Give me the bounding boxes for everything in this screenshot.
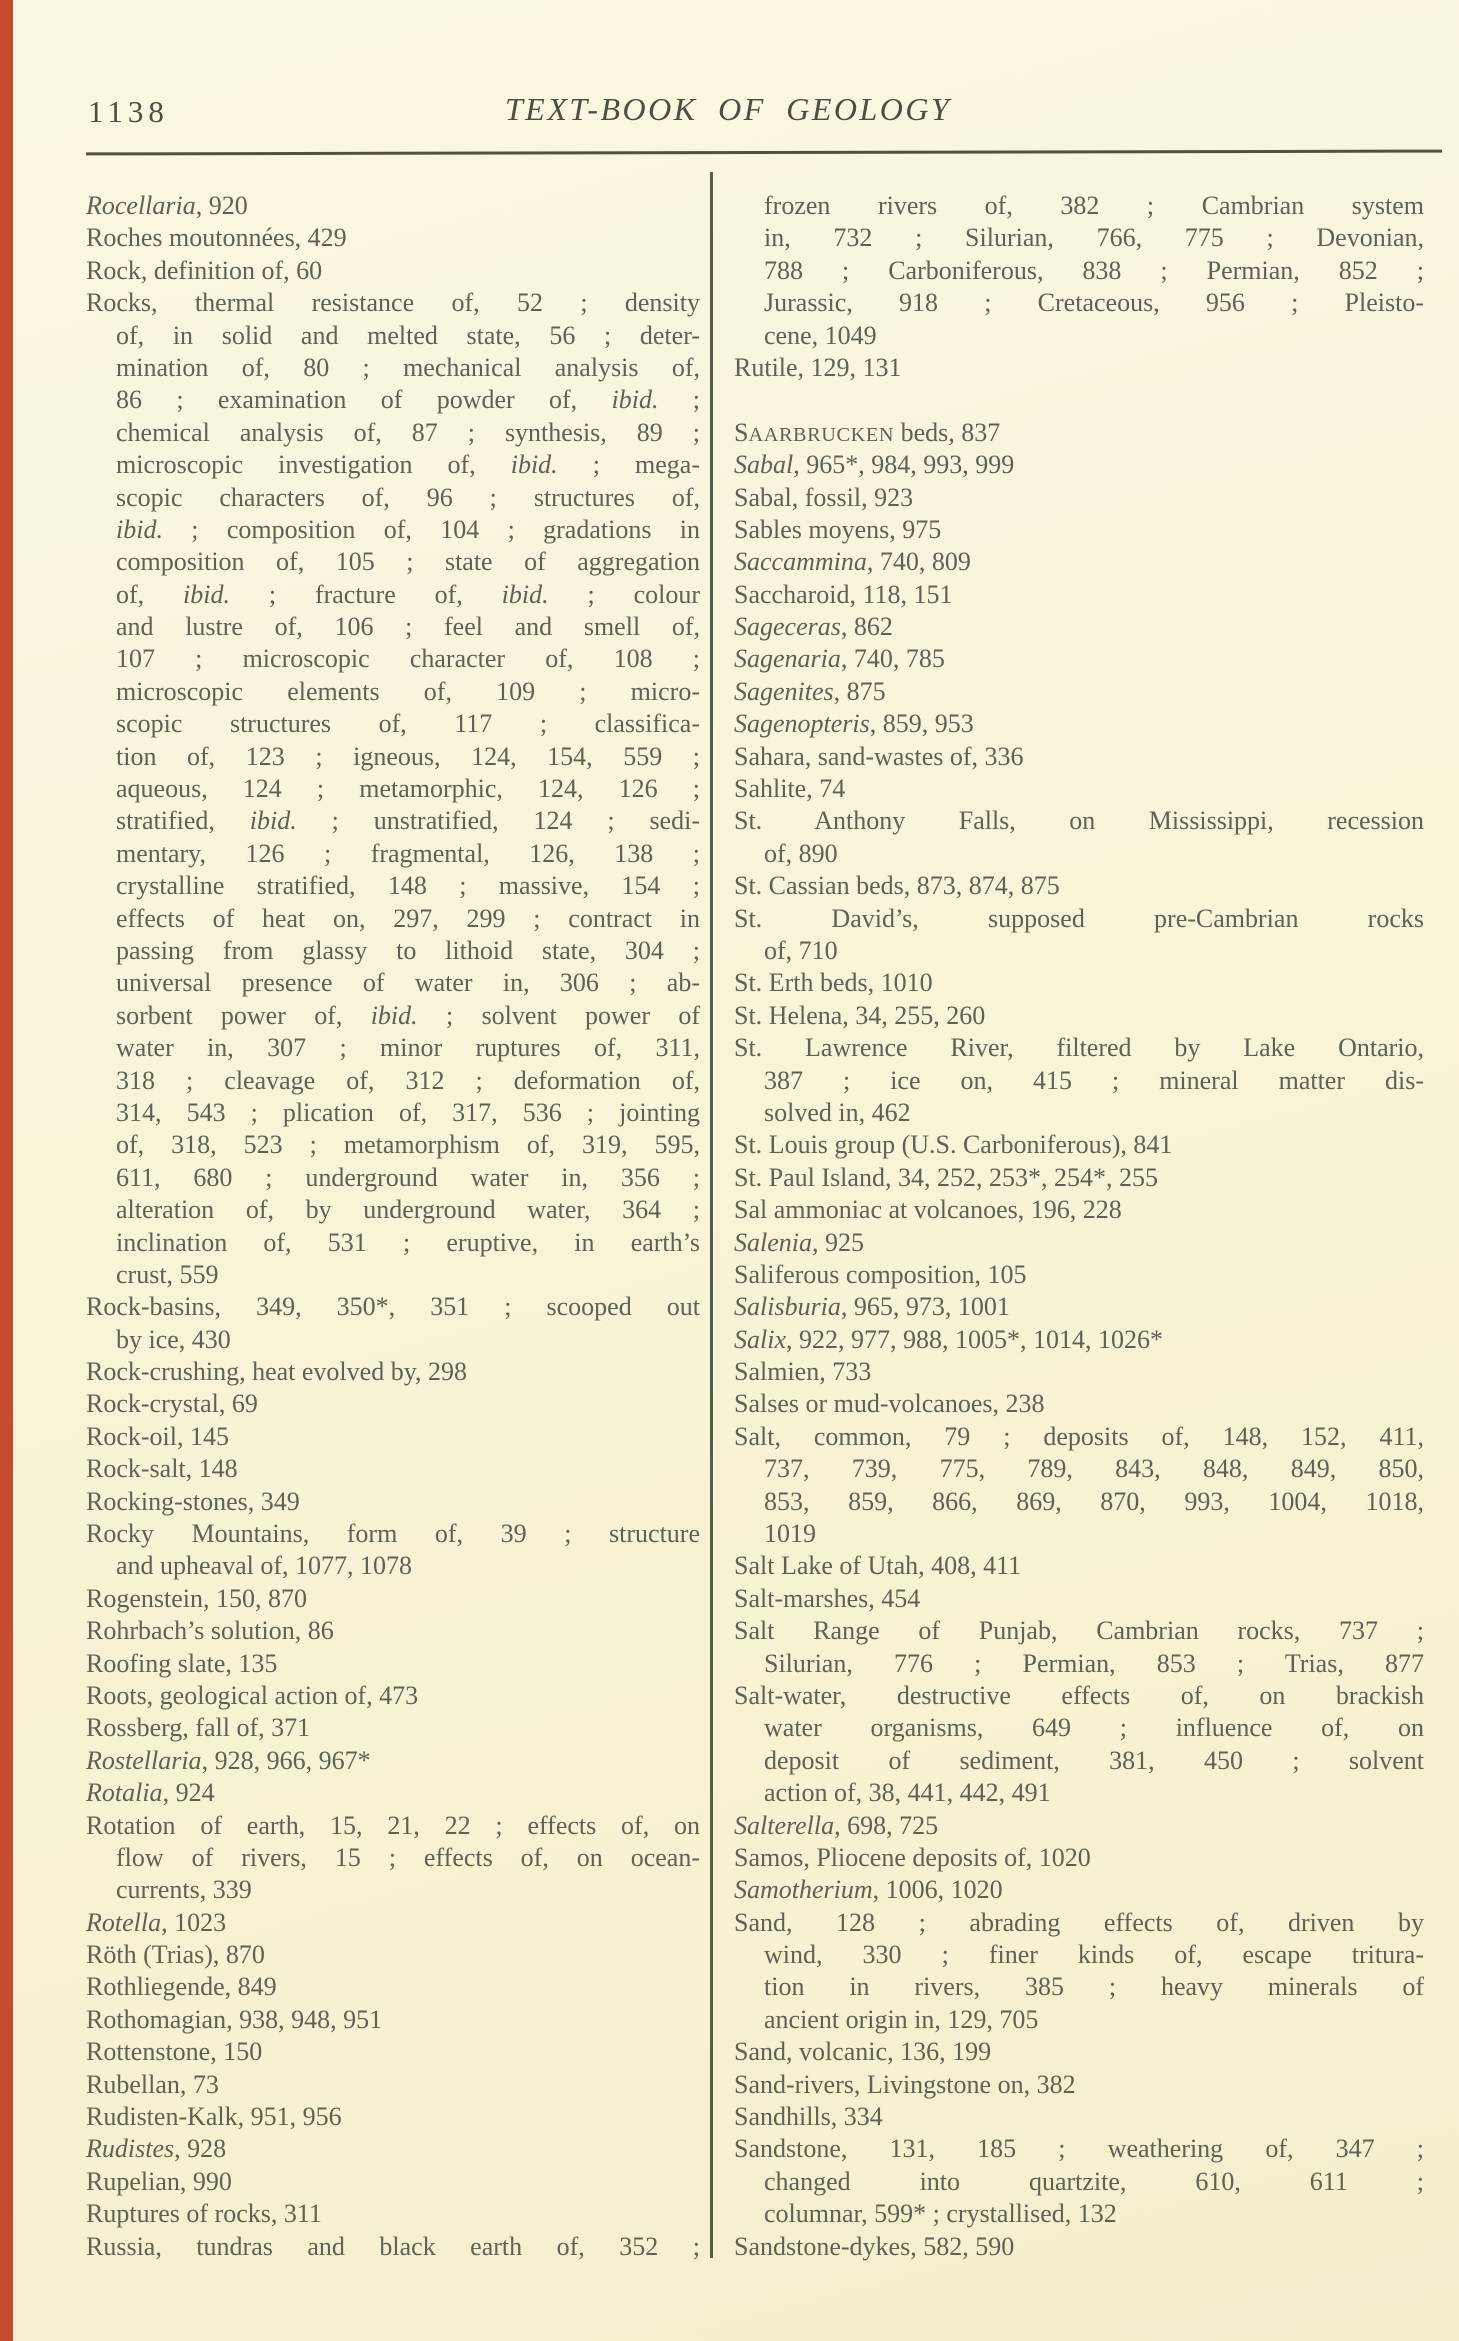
index-line <box>734 1421 1424 1453</box>
index-line <box>734 1097 1424 1129</box>
index-line <box>86 741 700 773</box>
index-text-segment: mentary, 126 ; fragmental, 126, 138 ; <box>116 838 700 868</box>
index-column-right <box>734 190 1424 2263</box>
index-text-segment: Sagenopteris <box>734 709 870 739</box>
index-line <box>734 1971 1424 2003</box>
index-text-segment: , 928 <box>174 2134 227 2164</box>
index-column-left <box>86 190 700 2263</box>
index-text-segment: passing from glassy to lithoid state, 304 ; <box>116 935 700 965</box>
index-line <box>734 1000 1424 1032</box>
index-line <box>86 2166 700 2198</box>
index-text-segment: ; <box>658 385 700 415</box>
index-text-segment: Salt-marshes, 454 <box>734 1583 921 1613</box>
header-rule <box>86 150 1442 156</box>
index-line <box>734 1227 1424 1259</box>
index-text-segment: Salses or mud-volcanoes, 238 <box>734 1389 1045 1419</box>
index-line <box>86 1356 700 1388</box>
index-text-segment: ibid. <box>249 806 297 836</box>
index-line <box>734 676 1424 708</box>
index-line <box>86 611 700 643</box>
index-text-segment: , 1006, 1020 <box>872 1875 1003 1905</box>
index-text-segment: Sandstone-dykes, 582, 590 <box>734 2231 1015 2261</box>
index-text-segment: Rocky Mountains, form of, 39 ; structure <box>86 1519 700 1549</box>
index-text-segment: St. Anthony Falls, on Mississippi, recession <box>734 806 1424 836</box>
index-line <box>86 1583 700 1615</box>
index-text-segment: ibid. <box>501 579 549 609</box>
index-text-segment: ancient origin in, 129, 705 <box>764 2004 1039 2034</box>
index-line <box>86 643 700 675</box>
index-text-segment: columnar, 599* ; crystallised, 132 <box>764 2199 1117 2229</box>
index-text-segment: St. Lawrence River, filtered by Lake Ontario, <box>734 1033 1424 1063</box>
index-line <box>734 1550 1424 1582</box>
index-line <box>86 1097 700 1129</box>
index-text-segment: Saccharoid, 118, 151 <box>734 579 953 609</box>
index-text-segment: of, <box>116 579 184 609</box>
index-text-segment: Rock-crushing, heat evolved by, 298 <box>86 1357 467 1387</box>
index-text-segment: tion in rivers, 385 ; heavy minerals of <box>764 1972 1424 2002</box>
index-line <box>734 1194 1424 1226</box>
index-text-segment: sorbent power of, <box>116 1000 371 1030</box>
index-text-segment: Rupelian, 990 <box>86 2166 232 2196</box>
index-line <box>86 287 700 319</box>
index-line <box>86 579 700 611</box>
index-text-segment: Sabal <box>734 450 794 480</box>
index-line <box>86 1939 700 1971</box>
index-line <box>734 190 1424 222</box>
index-text-segment: Rossberg, fall of, 371 <box>86 1713 311 1743</box>
index-text-segment: Salt, common, 79 ; deposits of, 148, 152, 411, <box>734 1421 1424 1451</box>
index-line <box>86 1259 700 1291</box>
index-line <box>86 1065 700 1097</box>
index-text-segment: and lustre of, 106 ; feel and smell of, <box>116 612 700 642</box>
index-text-segment: Rothomagian, 938, 948, 951 <box>86 2004 383 2034</box>
index-text-segment: Roches moutonnées, 429 <box>86 223 347 253</box>
index-line <box>734 838 1424 870</box>
index-line <box>734 903 1424 935</box>
index-line <box>734 1777 1424 1809</box>
index-line <box>86 190 700 222</box>
index-line <box>86 352 700 384</box>
index-text-segment: water organisms, 649 ; influence of, on <box>764 1713 1424 1743</box>
index-line <box>734 1680 1424 1712</box>
index-line <box>86 1842 700 1874</box>
book-edge-strip <box>0 0 13 2341</box>
index-text-segment: , 925 <box>812 1227 864 1257</box>
index-line <box>734 1583 1424 1615</box>
index-text-segment: ; colour <box>548 579 700 609</box>
index-line <box>734 1065 1424 1097</box>
index-text-segment: Rottenstone, 150 <box>86 2037 263 2067</box>
index-text-segment: Samos, Pliocene deposits of, 1020 <box>734 1842 1091 1872</box>
index-text-segment: ibid. <box>116 514 163 544</box>
index-line <box>86 514 700 546</box>
blank-line <box>734 384 1424 416</box>
index-text-segment: changed into quartzite, 610, 611 ; <box>764 2166 1424 2196</box>
index-line <box>734 546 1424 578</box>
index-line <box>734 1486 1424 1518</box>
index-line <box>86 2004 700 2036</box>
index-text-segment: Saliferous composition, 105 <box>734 1259 1027 1289</box>
index-line <box>86 2069 700 2101</box>
index-text-segment: Rock-oil, 145 <box>86 1421 229 1451</box>
index-text-segment: Rocking-stones, 349 <box>86 1486 300 1516</box>
index-text-segment: deposit of sediment, 381, 450 ; solvent <box>764 1745 1424 1775</box>
index-line <box>86 2101 700 2133</box>
index-line <box>86 1648 700 1680</box>
index-line <box>86 1486 700 1518</box>
index-text-segment: Sabal, fossil, 923 <box>734 482 914 512</box>
index-text-segment: Ruptures of rocks, 311 <box>86 2199 322 2229</box>
index-text-segment: water in, 307 ; minor ruptures of, 311, <box>116 1033 700 1063</box>
index-line <box>734 2133 1424 2165</box>
index-line <box>734 870 1424 902</box>
index-line <box>86 1453 700 1485</box>
index-text-segment: universal presence of water in, 306 ; ab- <box>116 968 700 998</box>
index-text-segment: cene, 1049 <box>764 320 877 350</box>
index-text-segment: St. Erth beds, 1010 <box>734 968 933 998</box>
index-line <box>734 1518 1424 1550</box>
index-text-segment: , 740, 785 <box>840 644 945 674</box>
index-text-segment: 853, 859, 866, 869, 870, 993, 1004, 1018, <box>764 1486 1424 1516</box>
index-text-segment: S <box>734 417 749 447</box>
index-text-segment: Rocks, thermal resistance of, 52 ; density <box>86 288 700 318</box>
index-line <box>86 1324 700 1356</box>
index-line <box>86 2133 700 2165</box>
index-text-segment: ; solvent power of <box>417 1000 700 1030</box>
index-line <box>86 255 700 287</box>
index-line <box>734 773 1424 805</box>
index-line <box>734 482 1424 514</box>
index-text-segment: 788 ; Carboniferous, 838 ; Permian, 852 ; <box>764 255 1424 285</box>
index-text-segment: St. Helena, 34, 255, 260 <box>734 1000 986 1030</box>
index-line <box>86 2036 700 2068</box>
index-text-segment: crystalline stratified, 148 ; massive, 154 ; <box>116 871 700 901</box>
index-line <box>86 773 700 805</box>
index-text-segment: 314, 543 ; plication of, 317, 536 ; jointing <box>116 1097 700 1127</box>
column-divider <box>710 172 713 2258</box>
index-line <box>734 1356 1424 1388</box>
index-text-segment: Sal ammoniac at volcanoes, 196, 228 <box>734 1195 1122 1225</box>
index-line <box>86 2231 700 2263</box>
index-line <box>86 1550 700 1582</box>
index-text-segment: currents, 339 <box>116 1875 252 1905</box>
index-text-segment: , 862 <box>840 612 893 642</box>
index-text-segment: ibid. <box>183 579 230 609</box>
index-text-segment: tion of, 123 ; igneous, 124, 154, 559 ; <box>116 741 700 771</box>
index-text-segment: ; fracture of, <box>229 579 502 609</box>
index-text-segment: , 965, 973, 1001 <box>840 1292 1010 1322</box>
index-text-segment: Rotation of earth, 15, 21, 22 ; effects of, on <box>86 1810 700 1840</box>
index-text-segment: of, 710 <box>764 935 838 965</box>
index-text-segment: Rocellaria <box>86 191 196 220</box>
index-text-segment: Salterella <box>734 1810 835 1840</box>
index-line <box>86 2198 700 2230</box>
index-text-segment: Rudisten-Kalk, 951, 956 <box>86 2102 342 2132</box>
index-text-segment: Saccammina <box>734 547 867 577</box>
index-text-segment: Sables moyens, 975 <box>734 514 942 544</box>
index-text-segment: Rothliegende, 849 <box>86 1972 277 2002</box>
index-text-segment: St. Cassian beds, 873, 874, 875 <box>734 871 1060 901</box>
index-text-segment: , 924 <box>162 1778 215 1808</box>
index-text-segment: 107 ; microscopic character of, 108 ; <box>116 644 700 674</box>
index-text-segment: , 1023 <box>161 1907 227 1937</box>
index-text-segment: Sandhills, 334 <box>734 2102 883 2132</box>
index-line <box>734 643 1424 675</box>
index-text-segment: ; unstratified, 124 ; sedi- <box>296 806 700 836</box>
index-text-segment: St. Paul Island, 34, 252, 253*, 254*, 255 <box>734 1162 1158 1192</box>
index-text-segment: Russia, tundras and black earth of, 352 ; <box>86 2231 700 2261</box>
index-text-segment: of, in solid and melted state, 56 ; deter- <box>116 320 700 350</box>
index-text-segment: St. Louis group (U.S. Carboniferous), 841 <box>734 1130 1173 1160</box>
index-text-segment: 1019 <box>764 1519 816 1549</box>
index-line <box>734 579 1424 611</box>
index-text-segment: Salt Lake of Utah, 408, 411 <box>734 1551 1022 1581</box>
index-line <box>734 1874 1424 1906</box>
index-line <box>734 1129 1424 1161</box>
index-line <box>86 870 700 902</box>
index-text-segment: Sageceras <box>734 612 841 642</box>
index-line <box>734 1648 1424 1680</box>
index-text-segment: Samotherium <box>734 1875 873 1905</box>
index-line <box>86 1000 700 1032</box>
index-text-segment: in, 732 ; Silurian, 766, 775 ; Devonian, <box>764 223 1424 253</box>
index-text-segment: Rock-basins, 349, 350*, 351 ; scooped out <box>86 1292 700 1322</box>
index-line <box>86 417 700 449</box>
index-text-segment: 387 ; ice on, 415 ; mineral matter dis- <box>764 1065 1424 1095</box>
index-text-segment: mination of, 80 ; mechanical analysis of, <box>116 352 700 382</box>
index-text-segment: 611, 680 ; underground water in, 356 ; <box>116 1162 700 1192</box>
index-text-segment: Salenia <box>734 1227 812 1257</box>
index-text-segment: and upheaval of, 1077, 1078 <box>116 1551 413 1581</box>
index-line <box>734 1259 1424 1291</box>
index-line <box>734 2198 1424 2230</box>
index-line <box>86 708 700 740</box>
index-text-segment: Sahlite, 74 <box>734 774 846 804</box>
index-line <box>734 1810 1424 1842</box>
index-text-segment: , 922, 977, 988, 1005*, 1014, 1026* <box>786 1324 1163 1354</box>
index-text-segment: Rostellaria <box>86 1745 202 1775</box>
index-line <box>86 1388 700 1420</box>
index-line <box>734 287 1424 319</box>
index-line <box>734 1324 1424 1356</box>
index-text-segment: Sagenites <box>734 676 834 706</box>
index-line <box>86 1291 700 1323</box>
index-line <box>86 935 700 967</box>
index-text-segment: , 740, 809 <box>866 547 971 577</box>
index-text-segment: Sandstone, 131, 185 ; weathering of, 347 ; <box>734 2134 1424 2164</box>
index-line <box>734 805 1424 837</box>
index-text-segment: 318 ; cleavage of, 312 ; deformation of, <box>116 1065 700 1095</box>
index-text-segment: effects of heat on, 297, 299 ; contract in <box>116 903 700 933</box>
index-line <box>86 1907 700 1939</box>
index-line <box>734 935 1424 967</box>
index-text-segment: Rogenstein, 150, 870 <box>86 1583 307 1613</box>
index-text-segment: of, 318, 523 ; metamorphism of, 319, 595, <box>116 1130 700 1160</box>
index-text-segment: Silurian, 776 ; Permian, 853 ; Trias, 877 <box>764 1648 1424 1678</box>
index-line <box>86 1518 700 1550</box>
running-title: TEXT-BOOK OF GEOLOGY <box>505 91 952 127</box>
index-text-segment: Rutile, 129, 131 <box>734 352 902 382</box>
index-line <box>86 1032 700 1064</box>
index-line <box>86 805 700 837</box>
index-line <box>734 1615 1424 1647</box>
index-line <box>86 903 700 935</box>
index-text-segment: Röth (Trias), 870 <box>86 1940 265 1970</box>
index-text-segment: AARBRUCKEN <box>748 423 895 446</box>
index-text-segment: , 920 <box>195 191 248 220</box>
index-text-segment: Sand, 128 ; abrading effects of, driven by <box>734 1907 1424 1937</box>
index-line <box>86 967 700 999</box>
index-text-segment: , 928, 966, 967* <box>201 1745 371 1775</box>
index-line <box>86 546 700 578</box>
index-text-segment: action of, 38, 441, 442, 491 <box>764 1778 1051 1808</box>
index-line <box>734 449 1424 481</box>
index-text-segment: stratified, <box>116 806 250 836</box>
index-line <box>86 1712 700 1744</box>
page-number: 1138 <box>88 94 169 129</box>
index-line <box>734 2101 1424 2133</box>
index-text-segment: crust, 559 <box>116 1259 219 1289</box>
index-text-segment: 737, 739, 775, 789, 843, 848, 849, 850, <box>764 1454 1424 1484</box>
index-line <box>734 967 1424 999</box>
index-line <box>734 2069 1424 2101</box>
index-line <box>86 1971 700 2003</box>
index-text-segment: Rock-crystal, 69 <box>86 1389 258 1419</box>
index-text-segment: Sagenaria <box>734 644 841 674</box>
index-line <box>734 1162 1424 1194</box>
index-line <box>734 2036 1424 2068</box>
index-text-segment: aqueous, 124 ; metamorphic, 124, 126 ; <box>116 774 700 804</box>
index-line <box>86 1874 700 1906</box>
index-text-segment: Rotella <box>86 1907 162 1937</box>
index-text-segment: frozen rivers of, 382 ; Cambrian system <box>764 191 1424 220</box>
index-line <box>86 1615 700 1647</box>
index-text-segment: Salt Range of Punjab, Cambrian rocks, 737 ; <box>734 1616 1424 1646</box>
index-line <box>86 1745 700 1777</box>
index-text-segment: Salt-water, destructive effects of, on brackish <box>734 1680 1424 1710</box>
index-line <box>86 1129 700 1161</box>
index-line <box>734 708 1424 740</box>
index-text-segment: Rohrbach’s solution, 86 <box>86 1616 334 1646</box>
index-text-segment: microscopic investigation of, <box>116 450 511 480</box>
index-text-segment: Sand-rivers, Livingstone on, 382 <box>734 2069 1076 2099</box>
index-line <box>86 384 700 416</box>
index-text-segment: scopic characters of, 96 ; structures of, <box>116 482 700 512</box>
index-text-segment: Salix <box>734 1324 786 1354</box>
index-text-segment: Rotalia <box>86 1778 163 1808</box>
index-text-segment: wind, 330 ; finer kinds of, escape tritura- <box>764 1940 1424 1970</box>
index-line <box>734 1842 1424 1874</box>
index-line <box>86 676 700 708</box>
index-text-segment: of, 890 <box>764 838 838 868</box>
index-line <box>734 1939 1424 1971</box>
index-text-segment: chemical analysis of, 87 ; synthesis, 89 ; <box>116 417 700 447</box>
index-text-segment: ibid. <box>611 385 659 415</box>
index-line <box>734 1712 1424 1744</box>
index-text-segment: Rock-salt, 148 <box>86 1454 238 1484</box>
index-line <box>86 1680 700 1712</box>
index-text-segment: ; mega- <box>557 450 700 480</box>
index-line <box>734 352 1424 384</box>
index-text-segment: beds, 837 <box>894 417 1001 447</box>
index-line <box>734 1032 1424 1064</box>
index-text-segment: inclination of, 531 ; eruptive, in earth’s <box>116 1227 700 1257</box>
index-line <box>86 838 700 870</box>
index-line <box>734 1745 1424 1777</box>
index-text-segment: ibid. <box>370 1000 418 1030</box>
index-line <box>86 1810 700 1842</box>
index-line <box>86 320 700 352</box>
index-line <box>86 1421 700 1453</box>
index-text-segment: Rubellan, 73 <box>86 2069 219 2099</box>
index-line <box>734 1388 1424 1420</box>
index-text-segment: , 965*, 984, 993, 999 <box>793 450 1015 480</box>
index-text-segment: Sahara, sand-wastes of, 336 <box>734 741 1024 771</box>
index-text-segment: , 698, 725 <box>834 1810 939 1840</box>
index-line <box>734 611 1424 643</box>
index-text-segment: , 859, 953 <box>869 709 974 739</box>
index-line <box>734 2166 1424 2198</box>
index-line <box>86 1162 700 1194</box>
index-line <box>734 2004 1424 2036</box>
index-line <box>86 1227 700 1259</box>
index-text-segment: Roofing slate, 135 <box>86 1648 278 1678</box>
index-line <box>734 1291 1424 1323</box>
index-text-segment: alteration of, by underground water, 364 ; <box>116 1195 700 1225</box>
index-text-segment: scopic structures of, 117 ; classifica- <box>116 709 700 739</box>
index-text-segment: by ice, 430 <box>116 1324 231 1354</box>
index-text-segment: 86 ; examination of powder of, <box>116 385 612 415</box>
index-text-segment: Rudistes <box>86 2134 175 2164</box>
index-line <box>734 417 1424 449</box>
index-text-segment: Roots, geological action of, 473 <box>86 1680 419 1710</box>
index-text-segment: St. David’s, supposed pre-Cambrian rocks <box>734 903 1424 933</box>
index-text-segment: ; composition of, 104 ; gradations in <box>162 514 700 544</box>
index-line <box>734 741 1424 773</box>
index-line <box>734 320 1424 352</box>
index-line <box>86 1194 700 1226</box>
index-text-segment: Rock, definition of, 60 <box>86 255 323 285</box>
index-text-segment: Salmien, 733 <box>734 1357 872 1387</box>
index-text-segment: solved in, 462 <box>764 1097 911 1127</box>
index-text-segment: Salisburia <box>734 1292 841 1322</box>
index-line <box>734 514 1424 546</box>
index-line <box>734 2231 1424 2263</box>
index-text-segment: composition of, 105 ; state of aggregation <box>116 547 700 577</box>
index-line <box>86 482 700 514</box>
index-text-segment: flow of rivers, 15 ; effects of, on ocean- <box>116 1842 700 1872</box>
index-text-segment: Sand, volcanic, 136, 199 <box>734 2037 992 2067</box>
index-text-segment: ibid. <box>510 450 558 480</box>
index-line <box>734 222 1424 254</box>
index-line <box>734 255 1424 287</box>
index-line <box>86 1777 700 1809</box>
index-line <box>86 222 700 254</box>
index-text-segment: microscopic elements of, 109 ; micro- <box>116 676 700 706</box>
index-text-segment: , 875 <box>833 676 886 706</box>
index-text-segment: Jurassic, 918 ; Cretaceous, 956 ; Pleisto- <box>764 288 1424 318</box>
index-line <box>734 1453 1424 1485</box>
index-line <box>86 449 700 481</box>
index-line <box>734 1907 1424 1939</box>
